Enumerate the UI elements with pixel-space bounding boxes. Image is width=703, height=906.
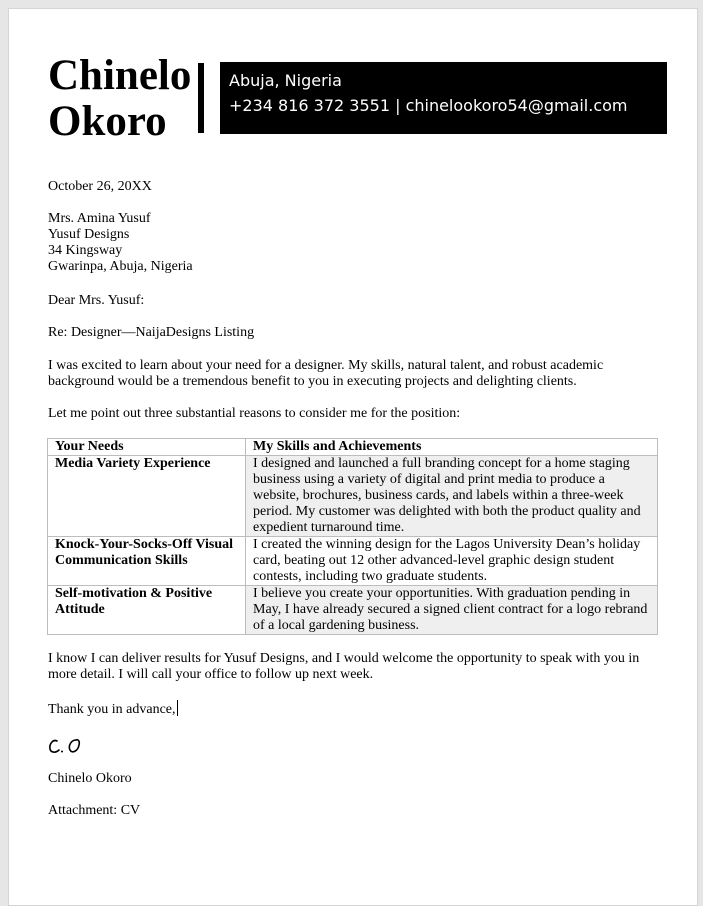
document-page (8, 8, 698, 906)
signer-name: Chinelo Okoro (48, 771, 132, 786)
skill-cell (246, 537, 658, 586)
need-line: Knock-Your-Socks-Off Visual (55, 537, 234, 552)
skill-cell (246, 456, 658, 537)
skill-line: May, I have already secured a signed client contract for a logo rebrand (253, 602, 648, 617)
thanks-text: Thank you in advance, (48, 702, 176, 717)
skill-line: I designed and launched a full branding concept for a home staging (253, 456, 630, 471)
skill-line: expedient turnaround time. (253, 520, 405, 535)
need-cell (48, 586, 246, 635)
skill-line: I believe you create your opportunities. With graduation pending in (253, 586, 631, 601)
table-header-skills: My Skills and Achievements (246, 439, 658, 456)
table-row (48, 586, 658, 635)
skill-line: business using a variety of digital and print media to produce a (253, 472, 605, 487)
closing-paragraph (48, 651, 663, 683)
header-divider (198, 63, 204, 133)
need-line: Attitude (55, 602, 105, 617)
skill-line: period. My customer was delighted with both the product quality and (253, 504, 641, 519)
paragraph-line: more detail. I will call your office to follow up next week. (48, 667, 374, 682)
name-last: Okoro (48, 98, 167, 145)
text-cursor (177, 700, 178, 716)
skill-line: of a local gardening business. (253, 618, 420, 633)
need-cell (48, 456, 246, 537)
intro-paragraph (48, 358, 663, 390)
applicant-name (48, 53, 191, 145)
recipient-line: Gwarinpa, Abuja, Nigeria (48, 259, 193, 274)
paragraph-line: I know I can deliver results for Yusuf Designs, and I would welcome the opportunity to speak with you in (48, 651, 640, 666)
recipient-line: Mrs. Amina Yusuf (48, 211, 151, 226)
skills-table (47, 438, 658, 635)
skill-cell (246, 586, 658, 635)
subject-line: Re: Designer—NaijaDesigns Listing (48, 325, 255, 340)
contact-box (220, 62, 667, 134)
paragraph-line: background would be a tremendous benefit to you in executing projects and delighting clients. (48, 374, 577, 389)
paragraph-line: I was excited to learn about your need for a designer. My skills, natural talent, and robust academic (48, 358, 604, 373)
letter-date: October 26, 20XX (48, 179, 152, 194)
salutation: Dear Mrs. Yusuf: (48, 293, 145, 308)
need-line: Self-motivation & Positive (55, 586, 213, 601)
need-line: Media Variety Experience (55, 456, 211, 471)
contact-phone-email: +234 816 372 3551 | chinelookoro54@gmail.com (229, 96, 628, 115)
skill-line: card, beating out 12 other advanced-level graphic design student (253, 553, 615, 568)
table-row (48, 537, 658, 586)
lead-in-paragraph: Let me point out three substantial reasons to consider me for the position: (48, 406, 461, 421)
attachment-line: Attachment: CV (48, 803, 141, 818)
recipient-line: Yusuf Designs (48, 227, 130, 242)
table-header-row (48, 439, 658, 456)
name-first: Chinelo (48, 52, 192, 99)
signature-initials (48, 737, 88, 755)
skill-line: website, brochures, business cards, and labels within a three-week (253, 488, 624, 503)
need-line: Communication Skills (55, 553, 188, 568)
thanks-line[interactable] (48, 700, 663, 718)
need-cell (48, 537, 246, 586)
recipient-address (48, 211, 663, 275)
contact-location: Abuja, Nigeria (229, 71, 342, 90)
table-row (48, 456, 658, 537)
recipient-line: 34 Kingsway (48, 243, 123, 258)
skill-line: I created the winning design for the Lagos University Dean’s holiday (253, 537, 641, 552)
table-header-needs: Your Needs (48, 439, 246, 456)
skill-line: contests, including two graduate students. (253, 569, 488, 584)
